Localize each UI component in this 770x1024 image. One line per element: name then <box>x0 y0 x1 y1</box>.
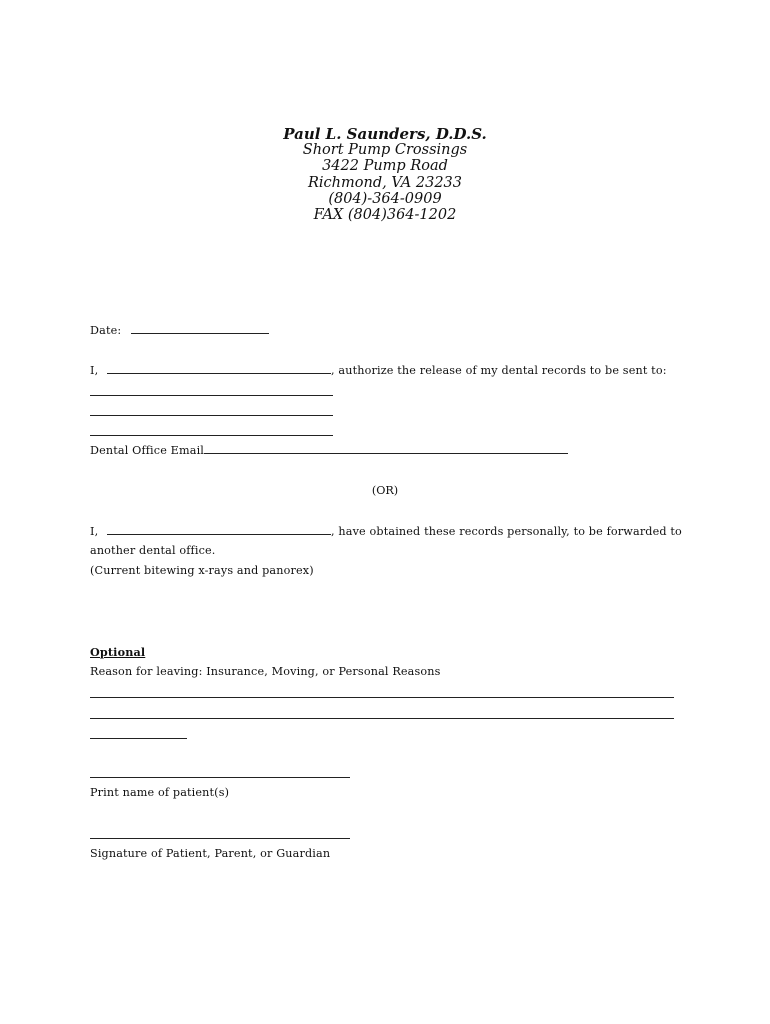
reason-line-2[interactable] <box>90 718 674 719</box>
email-label: Dental Office Email <box>90 444 205 457</box>
address-line-3: Richmond, VA 23233 <box>307 174 463 191</box>
optional-heading: Optional <box>90 645 146 659</box>
print-name-label: Print name of patient(s) <box>90 786 230 799</box>
authorize-name-field[interactable] <box>107 363 331 374</box>
email-field[interactable] <box>204 443 568 454</box>
signature-field[interactable] <box>90 838 350 839</box>
obtained-row <box>90 524 682 539</box>
authorize-row <box>90 363 667 378</box>
phone-number: (804)-364-0909 <box>328 190 442 207</box>
recipient-line-2[interactable] <box>90 415 333 416</box>
reason-line-1[interactable] <box>90 697 674 698</box>
signature-label: Signature of Patient, Parent, or Guardian <box>90 847 331 860</box>
date-field[interactable] <box>131 323 269 334</box>
fax-number: FAX (804)364-1202 <box>313 207 457 224</box>
reason-label: Reason for leaving: Insurance, Moving, or Personal Reasons <box>90 665 441 678</box>
date-row <box>90 323 269 338</box>
letterhead <box>0 126 770 223</box>
recipient-line-3[interactable] <box>90 435 333 436</box>
recipient-line-1[interactable] <box>90 395 333 396</box>
address-line-1: Short Pump Crossings <box>302 142 468 159</box>
authorize-suffix: , authorize the release of my dental records to be sent to: <box>331 364 667 377</box>
dentist-name: Paul L. Saunders, D.D.S. <box>283 125 487 143</box>
or-divider: (OR) <box>371 484 399 497</box>
date-label: Date: <box>90 324 122 337</box>
print-name-field[interactable] <box>90 777 350 778</box>
xray-note: (Current bitewing x-rays and panorex) <box>90 564 314 577</box>
address-line-2: 3422 Pump Road <box>322 158 448 175</box>
reason-line-3[interactable] <box>90 738 187 739</box>
email-row <box>90 443 568 458</box>
authorize-prefix: I, <box>90 364 99 377</box>
obtained-name-field[interactable] <box>107 524 331 535</box>
obtained-prefix: I, <box>90 525 99 538</box>
obtained-continuation: another dental office. <box>90 544 216 557</box>
obtained-suffix: , have obtained these records personally, to be forwarded to <box>331 525 682 538</box>
